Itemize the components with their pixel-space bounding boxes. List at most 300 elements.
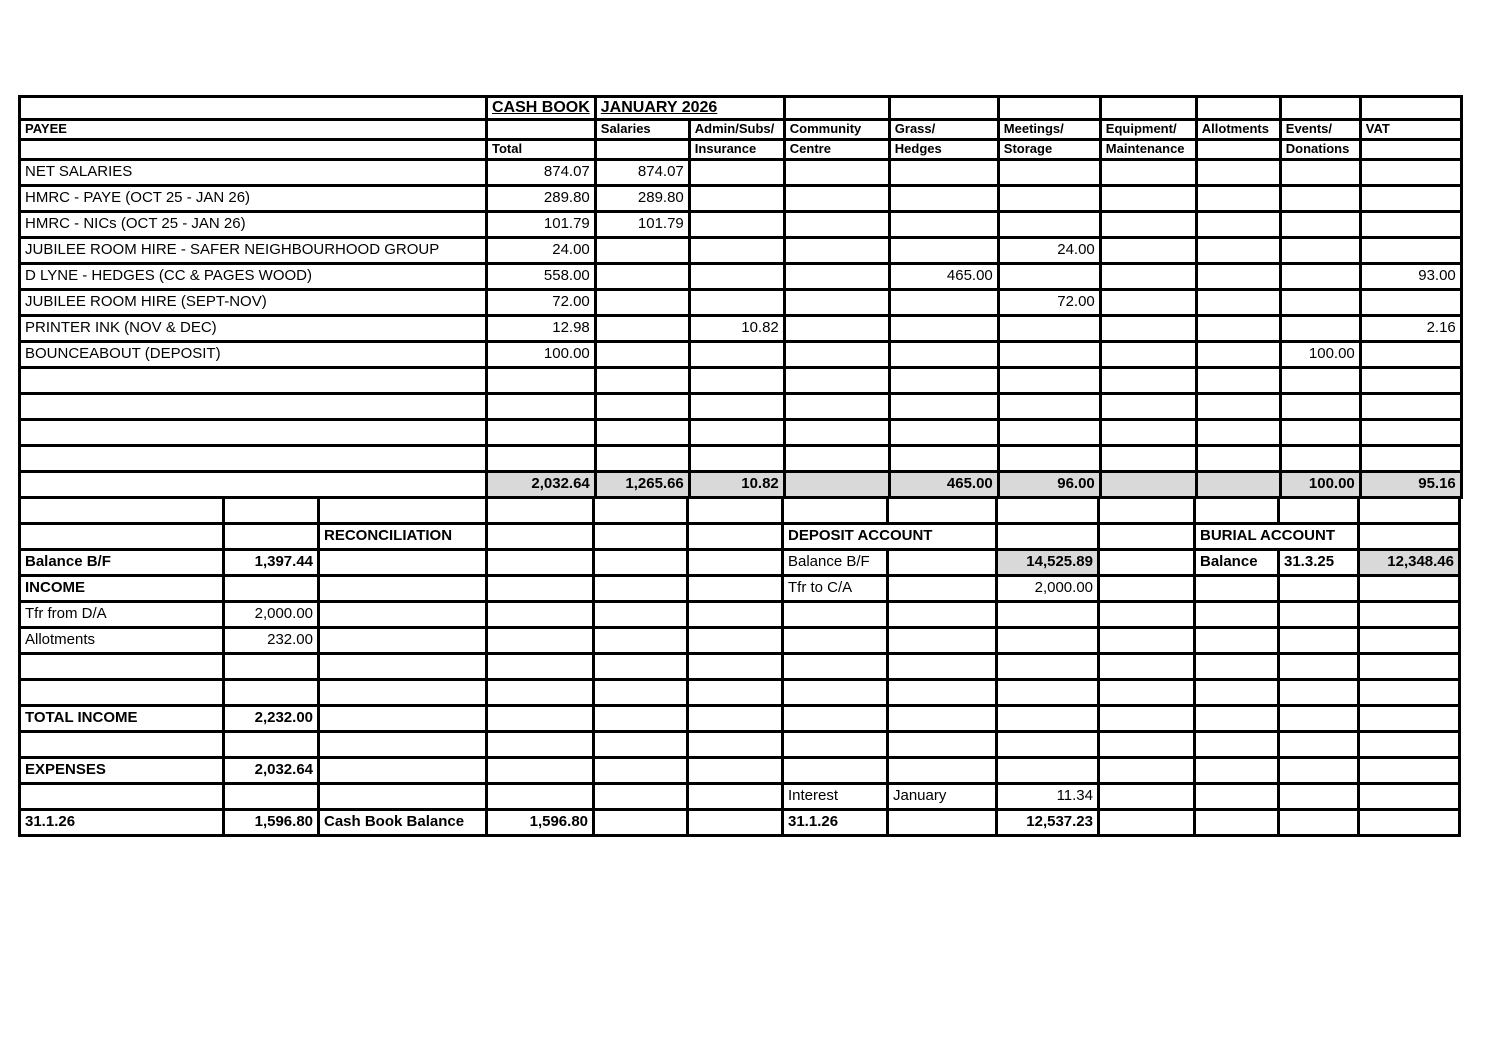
cell xyxy=(1099,550,1195,576)
cell xyxy=(1360,290,1461,316)
deposit-balance-bf-label: Balance B/F xyxy=(783,550,888,576)
tfr-from-da-value: 2,000.00 xyxy=(224,602,319,628)
col-header-grass: Grass/ xyxy=(889,120,998,140)
cell xyxy=(1279,498,1359,524)
total-vat: 95.16 xyxy=(1360,472,1461,498)
burial-balance-value: 12,348.46 xyxy=(1359,550,1460,576)
cell xyxy=(688,550,783,576)
table-row xyxy=(20,186,1462,212)
tfr-to-ca-value: 2,000.00 xyxy=(997,576,1099,602)
cell xyxy=(319,732,487,758)
cell xyxy=(1279,732,1359,758)
cell xyxy=(1359,706,1460,732)
cell xyxy=(1279,602,1359,628)
cell xyxy=(1360,394,1461,420)
deposit-closing-balance: 12,537.23 xyxy=(997,810,1099,836)
cell xyxy=(688,628,783,654)
cell xyxy=(1100,97,1196,120)
cell xyxy=(1196,186,1280,212)
cell xyxy=(783,498,888,524)
cell xyxy=(784,316,889,342)
closing-balance: 1,596.80 xyxy=(224,810,319,836)
cell xyxy=(997,680,1099,706)
cell xyxy=(1279,784,1359,810)
cell xyxy=(20,654,224,680)
cell xyxy=(784,368,889,394)
cell xyxy=(319,784,487,810)
cell xyxy=(688,810,783,836)
interest-label: Interest xyxy=(783,784,888,810)
cell xyxy=(889,212,998,238)
cell xyxy=(1280,160,1360,186)
cell xyxy=(1196,160,1280,186)
table-row xyxy=(20,446,1462,472)
allotments-income-value: 232.00 xyxy=(224,628,319,654)
cell xyxy=(1195,602,1279,628)
cell xyxy=(487,524,594,550)
cell xyxy=(319,654,487,680)
cell xyxy=(689,394,784,420)
cell xyxy=(998,97,1100,120)
table-row xyxy=(20,784,1460,810)
cell xyxy=(1360,97,1461,120)
cell xyxy=(1099,732,1195,758)
cell xyxy=(1360,368,1461,394)
cell xyxy=(594,784,688,810)
period-title: JANUARY 2026 xyxy=(595,97,784,120)
cell xyxy=(998,212,1100,238)
cell xyxy=(224,576,319,602)
cell: 289.80 xyxy=(487,186,596,212)
table-row xyxy=(20,498,1460,524)
cell xyxy=(784,160,889,186)
cell xyxy=(1359,576,1460,602)
cell xyxy=(1099,810,1195,836)
cell xyxy=(1195,628,1279,654)
payee-label: JUBILEE ROOM HIRE (SEPT-NOV) xyxy=(20,290,487,316)
cell xyxy=(319,706,487,732)
cell xyxy=(595,342,689,368)
cell xyxy=(997,628,1099,654)
cell: 558.00 xyxy=(487,264,596,290)
cell xyxy=(1359,524,1460,550)
cell xyxy=(689,368,784,394)
cell xyxy=(1280,394,1360,420)
cell xyxy=(784,186,889,212)
cell xyxy=(889,420,998,446)
cell xyxy=(20,472,487,498)
cell xyxy=(783,654,888,680)
cell xyxy=(1195,732,1279,758)
cell xyxy=(1100,160,1196,186)
cell xyxy=(487,654,594,680)
cell xyxy=(20,394,487,420)
cell xyxy=(998,186,1100,212)
cell xyxy=(20,732,224,758)
cell xyxy=(688,758,783,784)
cell: 874.07 xyxy=(487,160,596,186)
cell xyxy=(997,706,1099,732)
cell xyxy=(689,238,784,264)
cell xyxy=(997,654,1099,680)
cell xyxy=(1196,238,1280,264)
cell: 100.00 xyxy=(1280,342,1360,368)
cell xyxy=(595,140,689,160)
cell xyxy=(1360,186,1461,212)
cell xyxy=(784,238,889,264)
cell xyxy=(888,706,997,732)
cell: 24.00 xyxy=(998,238,1100,264)
cell xyxy=(783,758,888,784)
table-row xyxy=(20,394,1462,420)
cell xyxy=(1195,654,1279,680)
cell xyxy=(889,160,998,186)
cell xyxy=(1195,498,1279,524)
table-row xyxy=(20,472,1462,498)
table-row xyxy=(20,628,1460,654)
cash-book-balance-value: 1,596.80 xyxy=(487,810,594,836)
cell xyxy=(1280,212,1360,238)
cell xyxy=(487,120,596,140)
cell xyxy=(1196,368,1280,394)
table-row xyxy=(20,680,1460,706)
cell xyxy=(1279,628,1359,654)
cell xyxy=(319,498,487,524)
cell xyxy=(594,628,688,654)
cell xyxy=(487,758,594,784)
cell xyxy=(784,446,889,472)
cell xyxy=(1195,576,1279,602)
cell xyxy=(1099,576,1195,602)
cell xyxy=(1196,140,1280,160)
cell xyxy=(487,420,596,446)
table-row xyxy=(20,576,1460,602)
cell xyxy=(594,706,688,732)
col-header-allotments: Allotments xyxy=(1196,120,1280,140)
total-income-value: 2,232.00 xyxy=(224,706,319,732)
cell xyxy=(1099,628,1195,654)
cell: 465.00 xyxy=(889,264,998,290)
cell xyxy=(997,524,1099,550)
cell xyxy=(784,264,889,290)
cell xyxy=(998,394,1100,420)
table-row xyxy=(20,160,1462,186)
cell xyxy=(487,394,596,420)
cell xyxy=(888,498,997,524)
cell xyxy=(1196,264,1280,290)
cell xyxy=(1279,758,1359,784)
cell xyxy=(688,576,783,602)
cell xyxy=(319,758,487,784)
cell xyxy=(1359,680,1460,706)
cell xyxy=(594,810,688,836)
cell xyxy=(1359,602,1460,628)
cell xyxy=(319,576,487,602)
table-row xyxy=(20,420,1462,446)
cell: 93.00 xyxy=(1360,264,1461,290)
cell xyxy=(594,550,688,576)
cell xyxy=(1196,472,1280,498)
cell xyxy=(1100,238,1196,264)
cell xyxy=(595,420,689,446)
col-header-total: Total xyxy=(487,140,596,160)
col-header-hedges: Hedges xyxy=(889,140,998,160)
cell xyxy=(20,498,224,524)
cell xyxy=(594,654,688,680)
table-row xyxy=(20,290,1462,316)
cell xyxy=(689,342,784,368)
cell xyxy=(487,498,594,524)
cell xyxy=(888,680,997,706)
cell: 2.16 xyxy=(1360,316,1461,342)
cell xyxy=(1360,446,1461,472)
cell xyxy=(784,97,889,120)
cell xyxy=(998,160,1100,186)
total-admin: 10.82 xyxy=(689,472,784,498)
cell xyxy=(888,628,997,654)
cell xyxy=(889,238,998,264)
cell: 10.82 xyxy=(689,316,784,342)
col-header-community: Community xyxy=(784,120,889,140)
cell xyxy=(688,524,783,550)
cell xyxy=(783,732,888,758)
cell xyxy=(20,140,487,160)
burial-account-heading: BURIAL ACCOUNT xyxy=(1195,524,1359,550)
cell xyxy=(784,212,889,238)
reconciliation-heading: RECONCILIATION xyxy=(319,524,487,550)
reconciliation-table xyxy=(18,496,1461,837)
cash-book-balance-label: Cash Book Balance xyxy=(319,810,487,836)
cell xyxy=(688,784,783,810)
cell xyxy=(595,290,689,316)
cell xyxy=(1279,680,1359,706)
expenses-label: EXPENSES xyxy=(20,758,224,784)
col-header-events: Events/ xyxy=(1280,120,1360,140)
cell: 101.79 xyxy=(487,212,596,238)
burial-balance-date: 31.3.25 xyxy=(1279,550,1359,576)
cell xyxy=(689,186,784,212)
cell xyxy=(595,316,689,342)
cell xyxy=(1100,342,1196,368)
cell xyxy=(689,264,784,290)
cell xyxy=(1280,420,1360,446)
cell xyxy=(1196,97,1280,120)
cell xyxy=(1360,160,1461,186)
cell xyxy=(998,446,1100,472)
cell xyxy=(487,680,594,706)
cell xyxy=(784,342,889,368)
cell xyxy=(319,602,487,628)
cell xyxy=(1359,498,1460,524)
col-header-meetings: Meetings/ xyxy=(998,120,1100,140)
cell xyxy=(888,550,997,576)
cell: 72.00 xyxy=(487,290,596,316)
cell xyxy=(689,420,784,446)
cell xyxy=(1360,140,1461,160)
cell xyxy=(784,394,889,420)
cell xyxy=(889,186,998,212)
cell xyxy=(689,446,784,472)
cell xyxy=(1280,238,1360,264)
cell xyxy=(1099,498,1195,524)
cell xyxy=(998,316,1100,342)
cell xyxy=(1360,342,1461,368)
cell xyxy=(783,628,888,654)
cell xyxy=(997,732,1099,758)
cell xyxy=(688,680,783,706)
cell xyxy=(1279,654,1359,680)
cell xyxy=(20,784,224,810)
cell xyxy=(1280,97,1360,120)
cell xyxy=(783,602,888,628)
cell xyxy=(1196,394,1280,420)
cell xyxy=(20,524,224,550)
cell xyxy=(1196,420,1280,446)
cell xyxy=(595,238,689,264)
cell xyxy=(1196,290,1280,316)
cell xyxy=(20,368,487,394)
table-row xyxy=(20,212,1462,238)
col-header-maintenance: Maintenance xyxy=(1100,140,1196,160)
payee-label: D LYNE - HEDGES (CC & PAGES WOOD) xyxy=(20,264,487,290)
payee-label: NET SALARIES xyxy=(20,160,487,186)
cell xyxy=(594,732,688,758)
col-header-equipment: Equipment/ xyxy=(1100,120,1196,140)
cell xyxy=(595,368,689,394)
table-row xyxy=(20,264,1462,290)
cell xyxy=(889,316,998,342)
payee-label: JUBILEE ROOM HIRE - SAFER NEIGHBOURHOOD GROUP xyxy=(20,238,487,264)
cell xyxy=(998,368,1100,394)
cell xyxy=(594,758,688,784)
cell xyxy=(889,368,998,394)
cell xyxy=(1359,654,1460,680)
cell xyxy=(889,446,998,472)
burial-balance-label: Balance xyxy=(1195,550,1279,576)
cell xyxy=(595,394,689,420)
cell xyxy=(20,97,487,120)
table-row xyxy=(20,810,1460,836)
cell xyxy=(889,394,998,420)
cell xyxy=(889,290,998,316)
col-header-vat: VAT xyxy=(1360,120,1461,140)
cell xyxy=(594,524,688,550)
cell xyxy=(1100,446,1196,472)
cell xyxy=(1359,758,1460,784)
cell xyxy=(888,654,997,680)
balance-bf-value: 1,397.44 xyxy=(224,550,319,576)
cell xyxy=(487,446,596,472)
cell xyxy=(224,784,319,810)
cell xyxy=(487,576,594,602)
cell xyxy=(224,654,319,680)
cell xyxy=(1100,420,1196,446)
cell xyxy=(998,264,1100,290)
cell xyxy=(1359,628,1460,654)
income-heading: INCOME xyxy=(20,576,224,602)
cell xyxy=(998,342,1100,368)
cell xyxy=(20,680,224,706)
total-events: 100.00 xyxy=(1280,472,1360,498)
cell xyxy=(688,706,783,732)
cell xyxy=(1100,212,1196,238)
cell xyxy=(319,550,487,576)
cell xyxy=(998,420,1100,446)
table-row xyxy=(20,654,1460,680)
cell xyxy=(1359,732,1460,758)
cell: 72.00 xyxy=(998,290,1100,316)
deposit-account-heading: DEPOSIT ACCOUNT xyxy=(783,524,997,550)
cell xyxy=(783,706,888,732)
payee-label: BOUNCEABOUT (DEPOSIT) xyxy=(20,342,487,368)
cell xyxy=(1360,212,1461,238)
cell xyxy=(1280,290,1360,316)
cell xyxy=(319,628,487,654)
table-row xyxy=(20,368,1462,394)
deposit-balance-bf-value: 14,525.89 xyxy=(997,550,1099,576)
cell xyxy=(487,550,594,576)
table-row xyxy=(20,602,1460,628)
table-row xyxy=(20,732,1460,758)
cell xyxy=(1280,264,1360,290)
cell xyxy=(888,732,997,758)
cell: 24.00 xyxy=(487,238,596,264)
total-grass: 465.00 xyxy=(889,472,998,498)
cell xyxy=(1099,602,1195,628)
cell xyxy=(1099,758,1195,784)
cell xyxy=(1195,680,1279,706)
cell xyxy=(997,758,1099,784)
cell: 874.07 xyxy=(595,160,689,186)
cell xyxy=(224,498,319,524)
table-row xyxy=(20,97,1462,120)
table-row xyxy=(20,758,1460,784)
table-row xyxy=(20,550,1460,576)
cell xyxy=(997,602,1099,628)
cell xyxy=(1360,238,1461,264)
cell xyxy=(1099,654,1195,680)
cell xyxy=(224,524,319,550)
cell xyxy=(319,680,487,706)
cell xyxy=(594,680,688,706)
cell xyxy=(1196,342,1280,368)
cell xyxy=(689,212,784,238)
cell xyxy=(889,97,998,120)
total-expenses: 2,032.64 xyxy=(487,472,596,498)
cell xyxy=(1279,576,1359,602)
table-row xyxy=(20,316,1462,342)
cell xyxy=(1100,264,1196,290)
cell xyxy=(487,706,594,732)
cell xyxy=(1100,394,1196,420)
cell xyxy=(689,290,784,316)
allotments-income-label: Allotments xyxy=(20,628,224,654)
total-income-label: TOTAL INCOME xyxy=(20,706,224,732)
cell xyxy=(888,602,997,628)
table-row xyxy=(20,238,1462,264)
cell xyxy=(688,654,783,680)
cell xyxy=(1099,680,1195,706)
table-row xyxy=(20,706,1460,732)
cell xyxy=(783,680,888,706)
cell xyxy=(1195,706,1279,732)
table-row xyxy=(20,524,1460,550)
cell xyxy=(1196,212,1280,238)
cell xyxy=(1099,524,1195,550)
cell: 100.00 xyxy=(487,342,596,368)
col-header-salaries: Salaries xyxy=(595,120,689,140)
cell xyxy=(20,446,487,472)
